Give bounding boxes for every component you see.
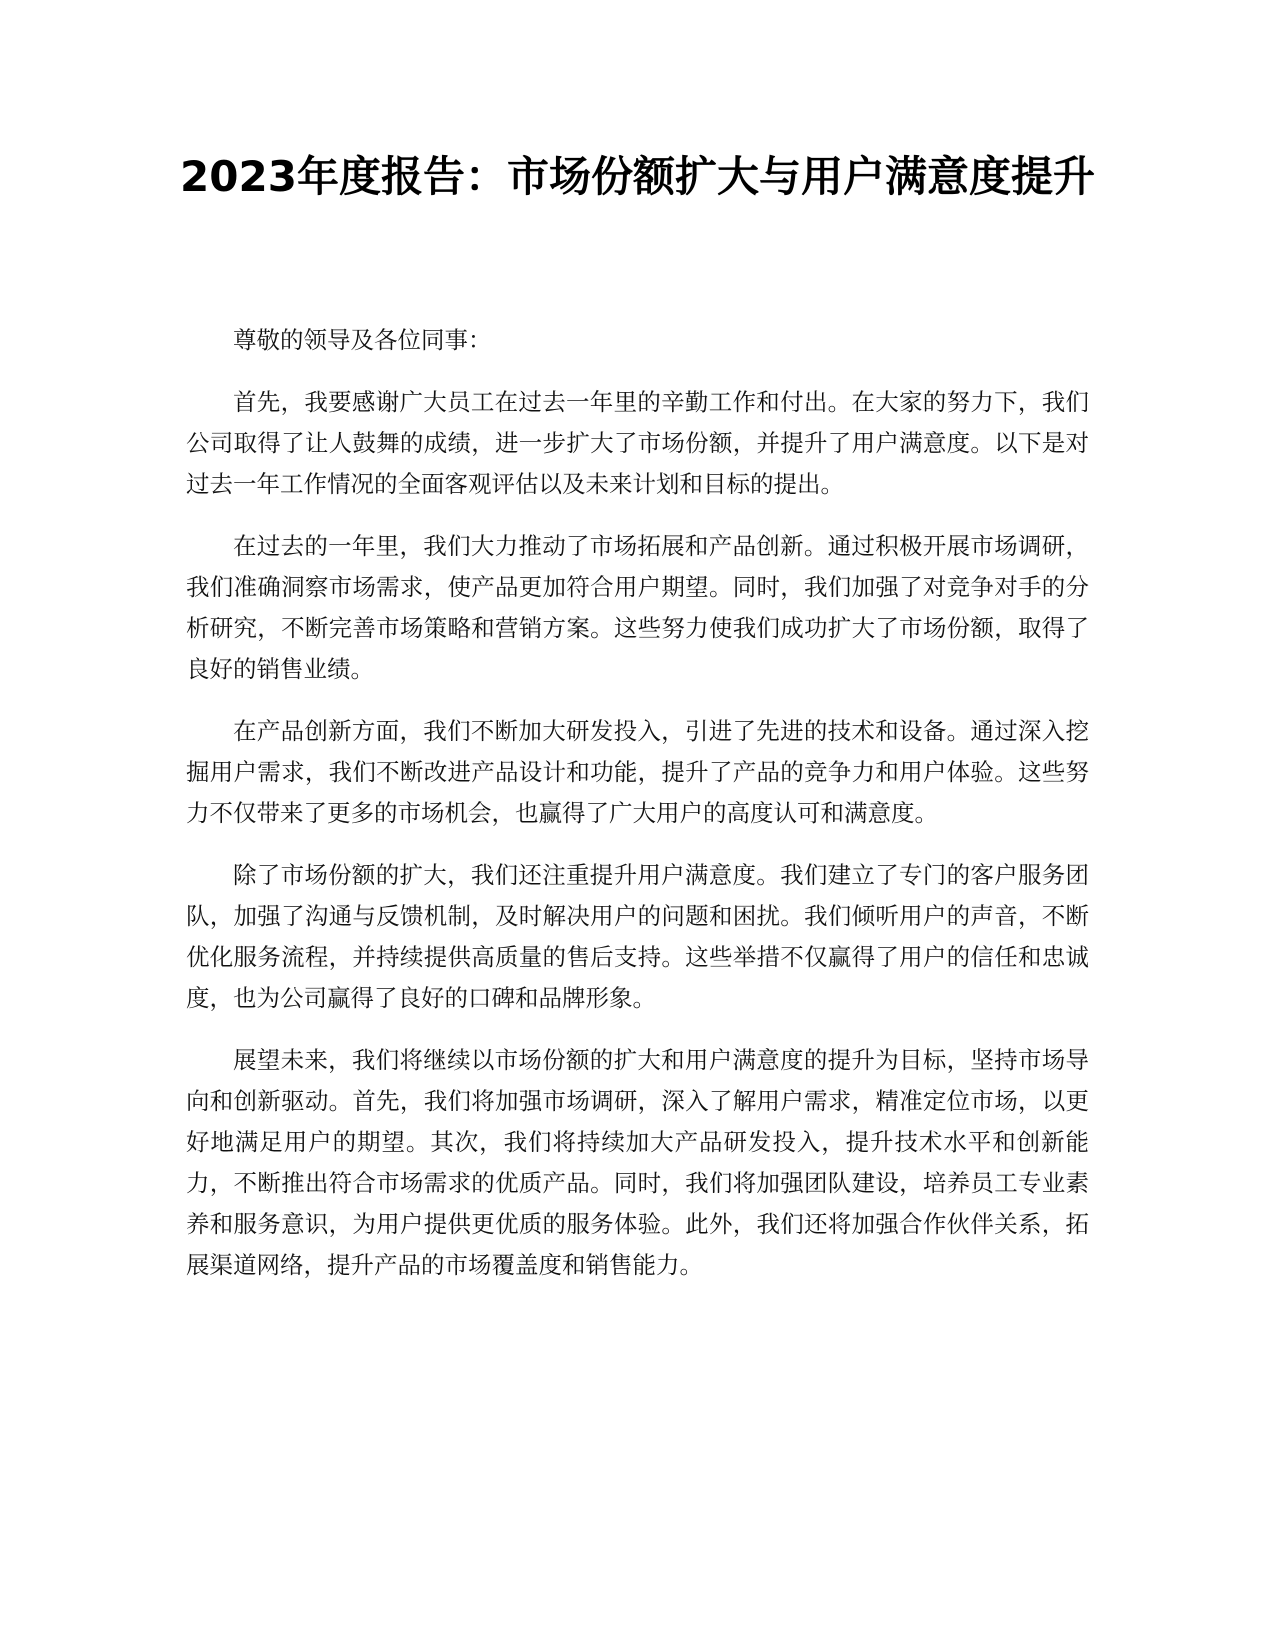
greeting: 尊敬的领导及各位同事： xyxy=(233,326,492,354)
paragraph: 展望未来，我们将继续以市场份额的扩大和用户满意度的提升为目标，坚持市场导向和创新驱动。首先，我们将加强市场调研，深入了解用户需求，精准定位市场，以更好地满足用户的期望。其次，我们将持续加大产品研发投入，提升技术水平和创新能力，不断推出符合市场需求的优质产品。同时，我们将加强团队建设，培养员工专业素养和服务意识，为用户提供更优质的服务体验。此外，我们还将加强合作伙伴关系，拓展渠道网络，提升产品的市场覆盖度和销售能力。 xyxy=(186,1046,1089,1279)
document-title: 2023年度报告：市场份额扩大与用户满意度提升 xyxy=(180,152,1095,201)
document-body xyxy=(186,320,1089,1307)
paragraph: 在过去的一年里，我们大力推动了市场拓展和产品创新。通过积极开展市场调研，我们准确洞察市场需求，使产品更加符合用户期望。同时，我们加强了对竞争对手的分析研究，不断完善市场策略和营销方案。这些努力使我们成功扩大了市场份额，取得了良好的销售业绩。 xyxy=(186,532,1089,683)
paragraph: 除了市场份额的扩大，我们还注重提升用户满意度。我们建立了专门的客户服务团队，加强了沟通与反馈机制，及时解决用户的问题和困扰。我们倾听用户的声音，不断优化服务流程，并持续提供高质量的售后支持。这些举措不仅赢得了用户的信任和忠诚度，也为公司赢得了良好的口碑和品牌形象。 xyxy=(186,861,1089,1012)
paragraph: 首先，我要感谢广大员工在过去一年里的辛勤工作和付出。在大家的努力下，我们公司取得了让人鼓舞的成绩，进一步扩大了市场份额，并提升了用户满意度。以下是对过去一年工作情况的全面客观评估以及未来计划和目标的提出。 xyxy=(186,388,1089,498)
paragraph: 在产品创新方面，我们不断加大研发投入，引进了先进的技术和设备。通过深入挖掘用户需求，我们不断改进产品设计和功能，提升了产品的竞争力和用户体验。这些努力不仅带来了更多的市场机会，也赢得了广大用户的高度认可和满意度。 xyxy=(186,717,1089,827)
